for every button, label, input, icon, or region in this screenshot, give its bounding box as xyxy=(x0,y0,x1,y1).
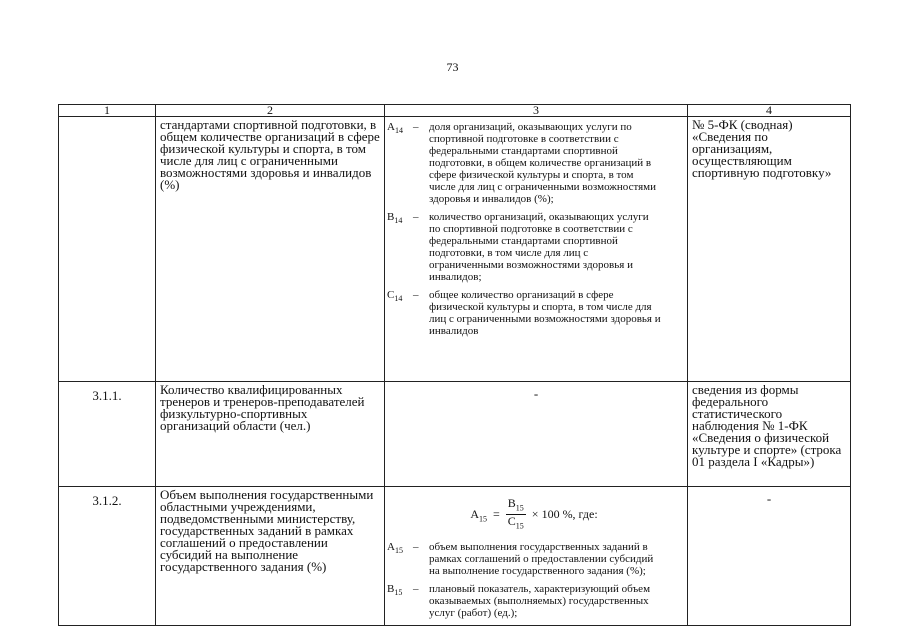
variable-description: объем выполнения государственных заданий в рамках соглашений о предоставлении субсидий на выполнение государственного задания (%); xyxy=(429,540,654,577)
fraction-numerator: $B_{15}$ xyxy=(506,497,526,515)
variable-dash: – xyxy=(413,211,419,223)
page-number: 73 xyxy=(446,60,459,74)
indicators-table xyxy=(58,104,851,626)
variable-symbol: $B_{15}$ xyxy=(387,582,403,597)
indicator-name: Объем выполнения государственными областными учреждениями, подведомственными министерству, государственных заданий в рамках соглашений о предоставлении субсидий на выполнение государственного задания (%) xyxy=(156,487,385,626)
column-header: 4 xyxy=(688,105,851,117)
indicator-name: Количество квалифицированных тренеров и тренеров-преподавателей физкультурно-спортивных организаций области (чел.) xyxy=(156,382,385,487)
table-row xyxy=(59,382,851,487)
indicator-name: стандартами спортивной подготовки, в общем количестве организаций в сфере физической культуры и спорта, в том числе для лиц с ограниченными возможностями здоровья и инвалидов (%) xyxy=(156,117,385,382)
variable-symbol: $A_{15}$ xyxy=(387,540,403,555)
variable-symbol: $C_{14}$ xyxy=(387,289,403,304)
table-row xyxy=(59,117,851,382)
column-header: 2 xyxy=(156,105,385,117)
formula-variable xyxy=(387,583,681,619)
variable-description: доля организаций, оказывающих услуги по спортивной подготовке в соответствии с федеральными стандартами спортивной подготовки, в общем количестве организаций в сфере физической культуры и спорта, в том числе для лиц с ограниченными возможностями здоровья и инвалидов (%); xyxy=(429,121,657,205)
formula-fraction xyxy=(506,497,526,533)
data-source: - xyxy=(688,487,851,626)
variable-dash: – xyxy=(413,582,419,595)
row-index: 3.1.2. xyxy=(59,487,156,626)
fraction-denominator: $C_{15}$ xyxy=(507,514,524,531)
formula-tail: × 100 %, где: xyxy=(531,507,598,522)
formula-variable xyxy=(387,541,681,577)
row-index xyxy=(59,117,156,382)
table-row xyxy=(59,487,851,626)
row-index: 3.1.1. xyxy=(59,382,156,487)
data-source: сведения из формы федерального статистического наблюдения № 1-ФК «Сведения о физической культуре и спорте» (строка 01 раздела I «Кадры») xyxy=(688,382,851,487)
variable-symbol: $B_{14}$ xyxy=(387,211,403,226)
variable-dash: – xyxy=(413,121,419,133)
variable-description: общее количество организаций в сфере физической культуры и спорта, в том числе для лиц с ограниченными возможностями здоровья и инвалидов xyxy=(429,289,661,337)
formula-lhs: $A_{15}$ xyxy=(470,506,487,524)
column-header: 3 xyxy=(385,105,688,117)
variable-description: количество организаций, оказывающих услуги по спортивной подготовке в соответствии с федеральными стандартами спортивной подготовки, в том числе для лиц с ограниченными возможностями здоровья и инвалидов; xyxy=(429,211,649,283)
formula-equals: = xyxy=(493,507,500,522)
formula-cell xyxy=(385,117,688,382)
formula-cell xyxy=(385,487,688,626)
variable-description: плановый показатель, характеризующий объем оказываемых (выполняемых) государственных услуг (работ) (ед.); xyxy=(429,582,651,619)
table-header-row xyxy=(59,105,851,117)
formula-expression xyxy=(387,497,681,533)
variable-dash: – xyxy=(413,289,419,301)
column-header: 1 xyxy=(59,105,156,117)
formula-cell: - xyxy=(385,382,688,487)
data-source: № 5-ФК (сводная) «Сведения по организациям, осуществляющим спортивную подготовку» xyxy=(688,117,851,382)
formula-variable xyxy=(387,211,681,283)
variable-symbol: $A_{14}$ xyxy=(387,121,403,136)
formula-variable xyxy=(387,289,681,337)
variable-dash: – xyxy=(413,540,419,553)
formula-variable xyxy=(387,121,681,205)
